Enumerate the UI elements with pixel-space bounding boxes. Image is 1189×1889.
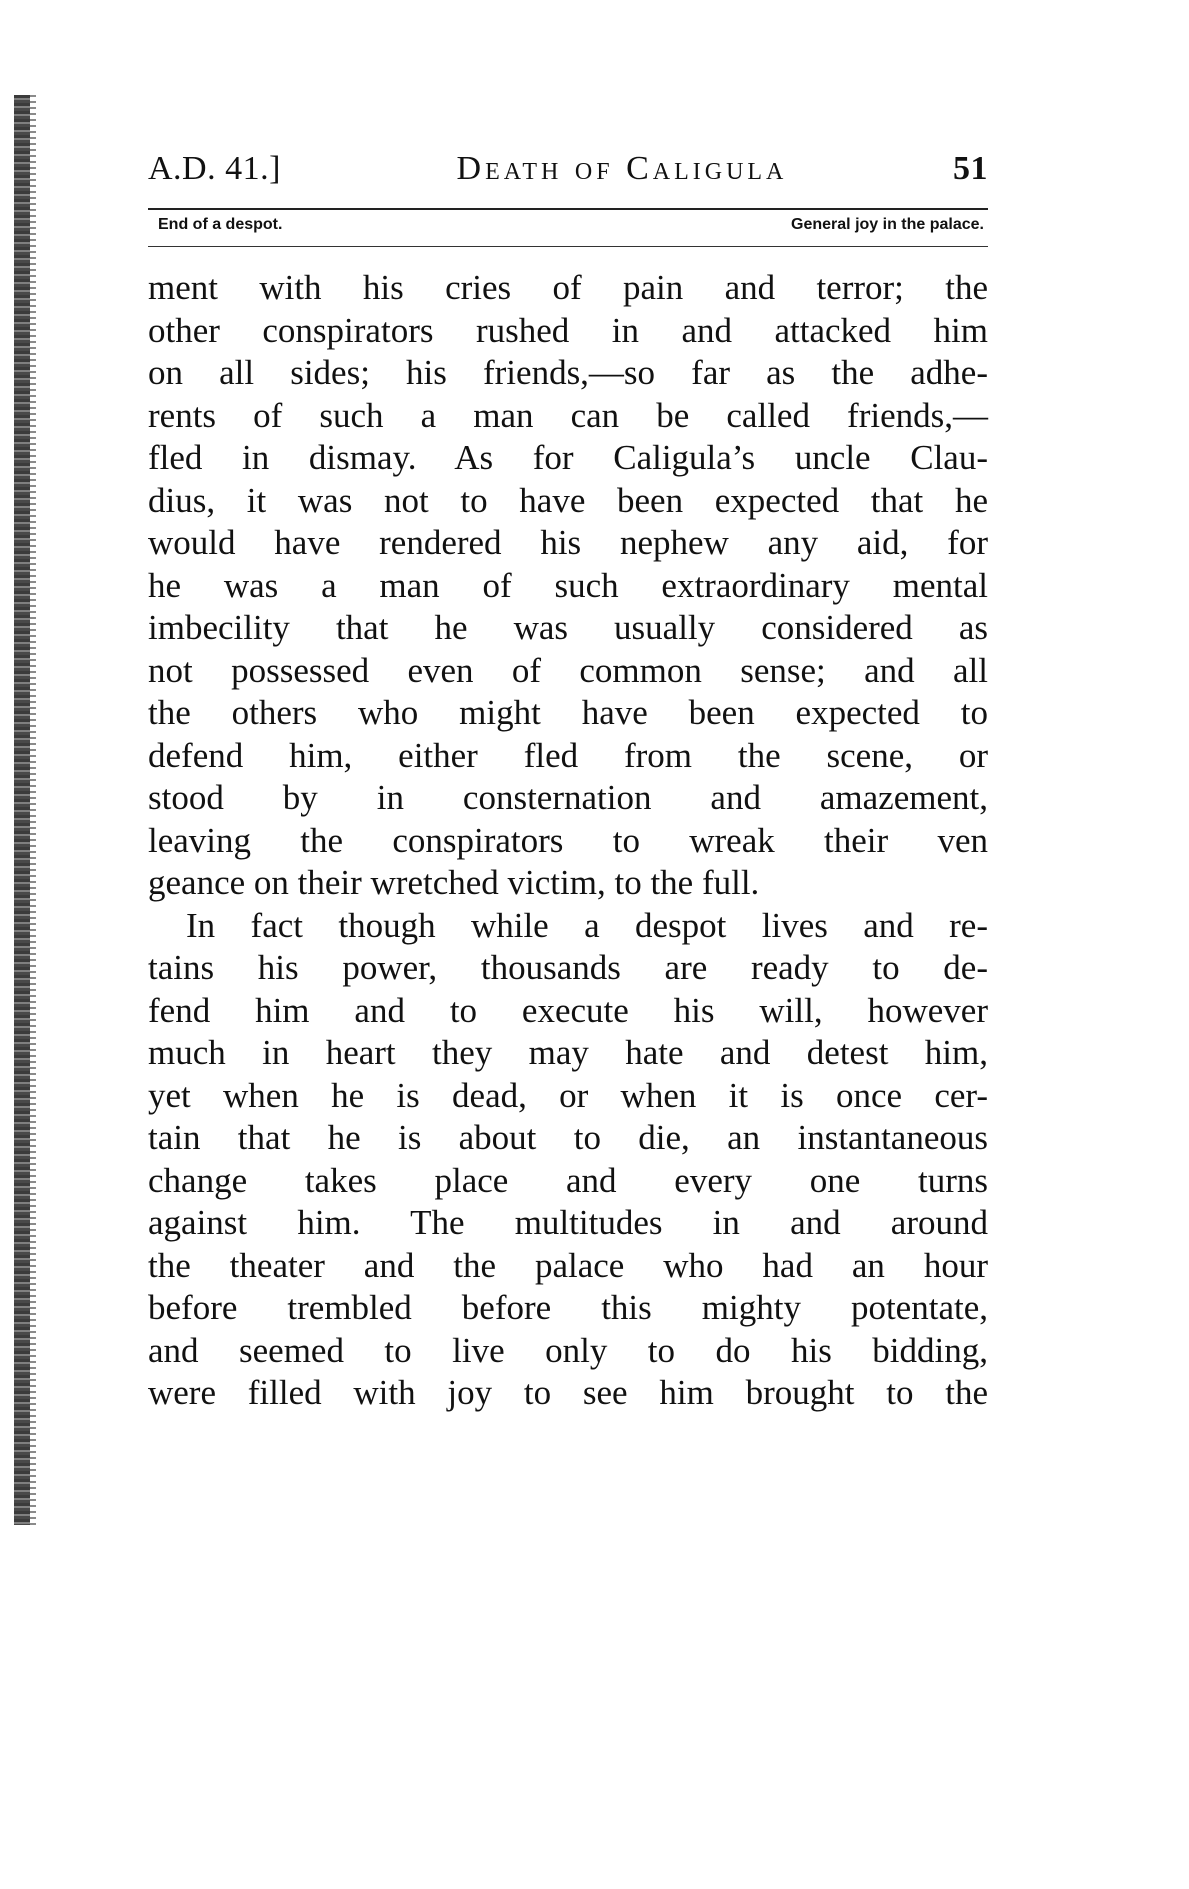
text-line: dius, it was not to have been expected that he <box>148 480 988 520</box>
sidenote-right: General joy in the palace. <box>791 216 984 233</box>
text-line: on all sides; his friends,—so far as the adhe- <box>148 353 988 392</box>
text-line: change takes place and every one turns <box>148 1160 988 1200</box>
sidenote-rule <box>148 246 988 247</box>
text-line: tains his power, thousands are ready to de- <box>148 948 988 987</box>
date-marker: A.D. 41.] <box>148 150 281 187</box>
text-line: In fact though while a despot lives and re- <box>186 905 988 945</box>
text-line: defend him, either fled from the scene, or <box>148 735 988 775</box>
text-line: tain that he is about to die, an instantaneous <box>148 1118 988 1157</box>
text-line: yet when he is dead, or when it is once cer- <box>148 1075 988 1115</box>
text-line: would have rendered his nephew any aid, for <box>148 523 988 562</box>
text-line: other conspirators rushed in and attacked him <box>148 310 988 350</box>
text-line: the others who might have been expected to <box>148 693 988 732</box>
text-line: before trembled before this mighty potentate, <box>148 1288 988 1327</box>
text-line: not possessed even of common sense; and all <box>148 650 988 690</box>
text-line: leaving the conspirators to wreak their ven <box>148 820 988 860</box>
sidenotes <box>148 210 988 238</box>
page-number: 51 <box>953 150 988 187</box>
text-line: imbecility that he was usually considered as <box>148 608 988 647</box>
text-line: rents of such a man can be called friends,— <box>148 395 988 435</box>
book-page <box>148 150 988 1415</box>
text-line: stood by in consternation and amazement, <box>148 778 988 817</box>
text-line: against him. The multitudes in and around <box>148 1203 988 1242</box>
text-line: fend him and to execute his will, however <box>148 990 988 1030</box>
chapter-title: Death of Caligula <box>456 150 788 187</box>
text-line: ment with his cries of pain and terror; the <box>148 268 988 307</box>
text-line: and seemed to live only to do his bidding, <box>148 1330 988 1370</box>
running-head <box>148 150 988 194</box>
paragraph-2 <box>148 905 988 1415</box>
text-line: much in heart they may hate and detest him, <box>148 1033 988 1072</box>
paragraph-1 <box>148 267 988 905</box>
text-line: were filled with joy to see him brought to the <box>148 1373 988 1412</box>
sidenote-left: End of a despot. <box>158 216 283 233</box>
binding-edge <box>14 95 30 1525</box>
body-text <box>148 267 988 1415</box>
text-line: the theater and the palace who had an hour <box>148 1245 988 1285</box>
text-line: geance on their wretched victim, to the full. <box>148 863 760 902</box>
text-line: he was a man of such extraordinary mental <box>148 565 988 605</box>
text-line: fled in dismay. As for Caligula’s uncle Clau- <box>148 438 988 477</box>
